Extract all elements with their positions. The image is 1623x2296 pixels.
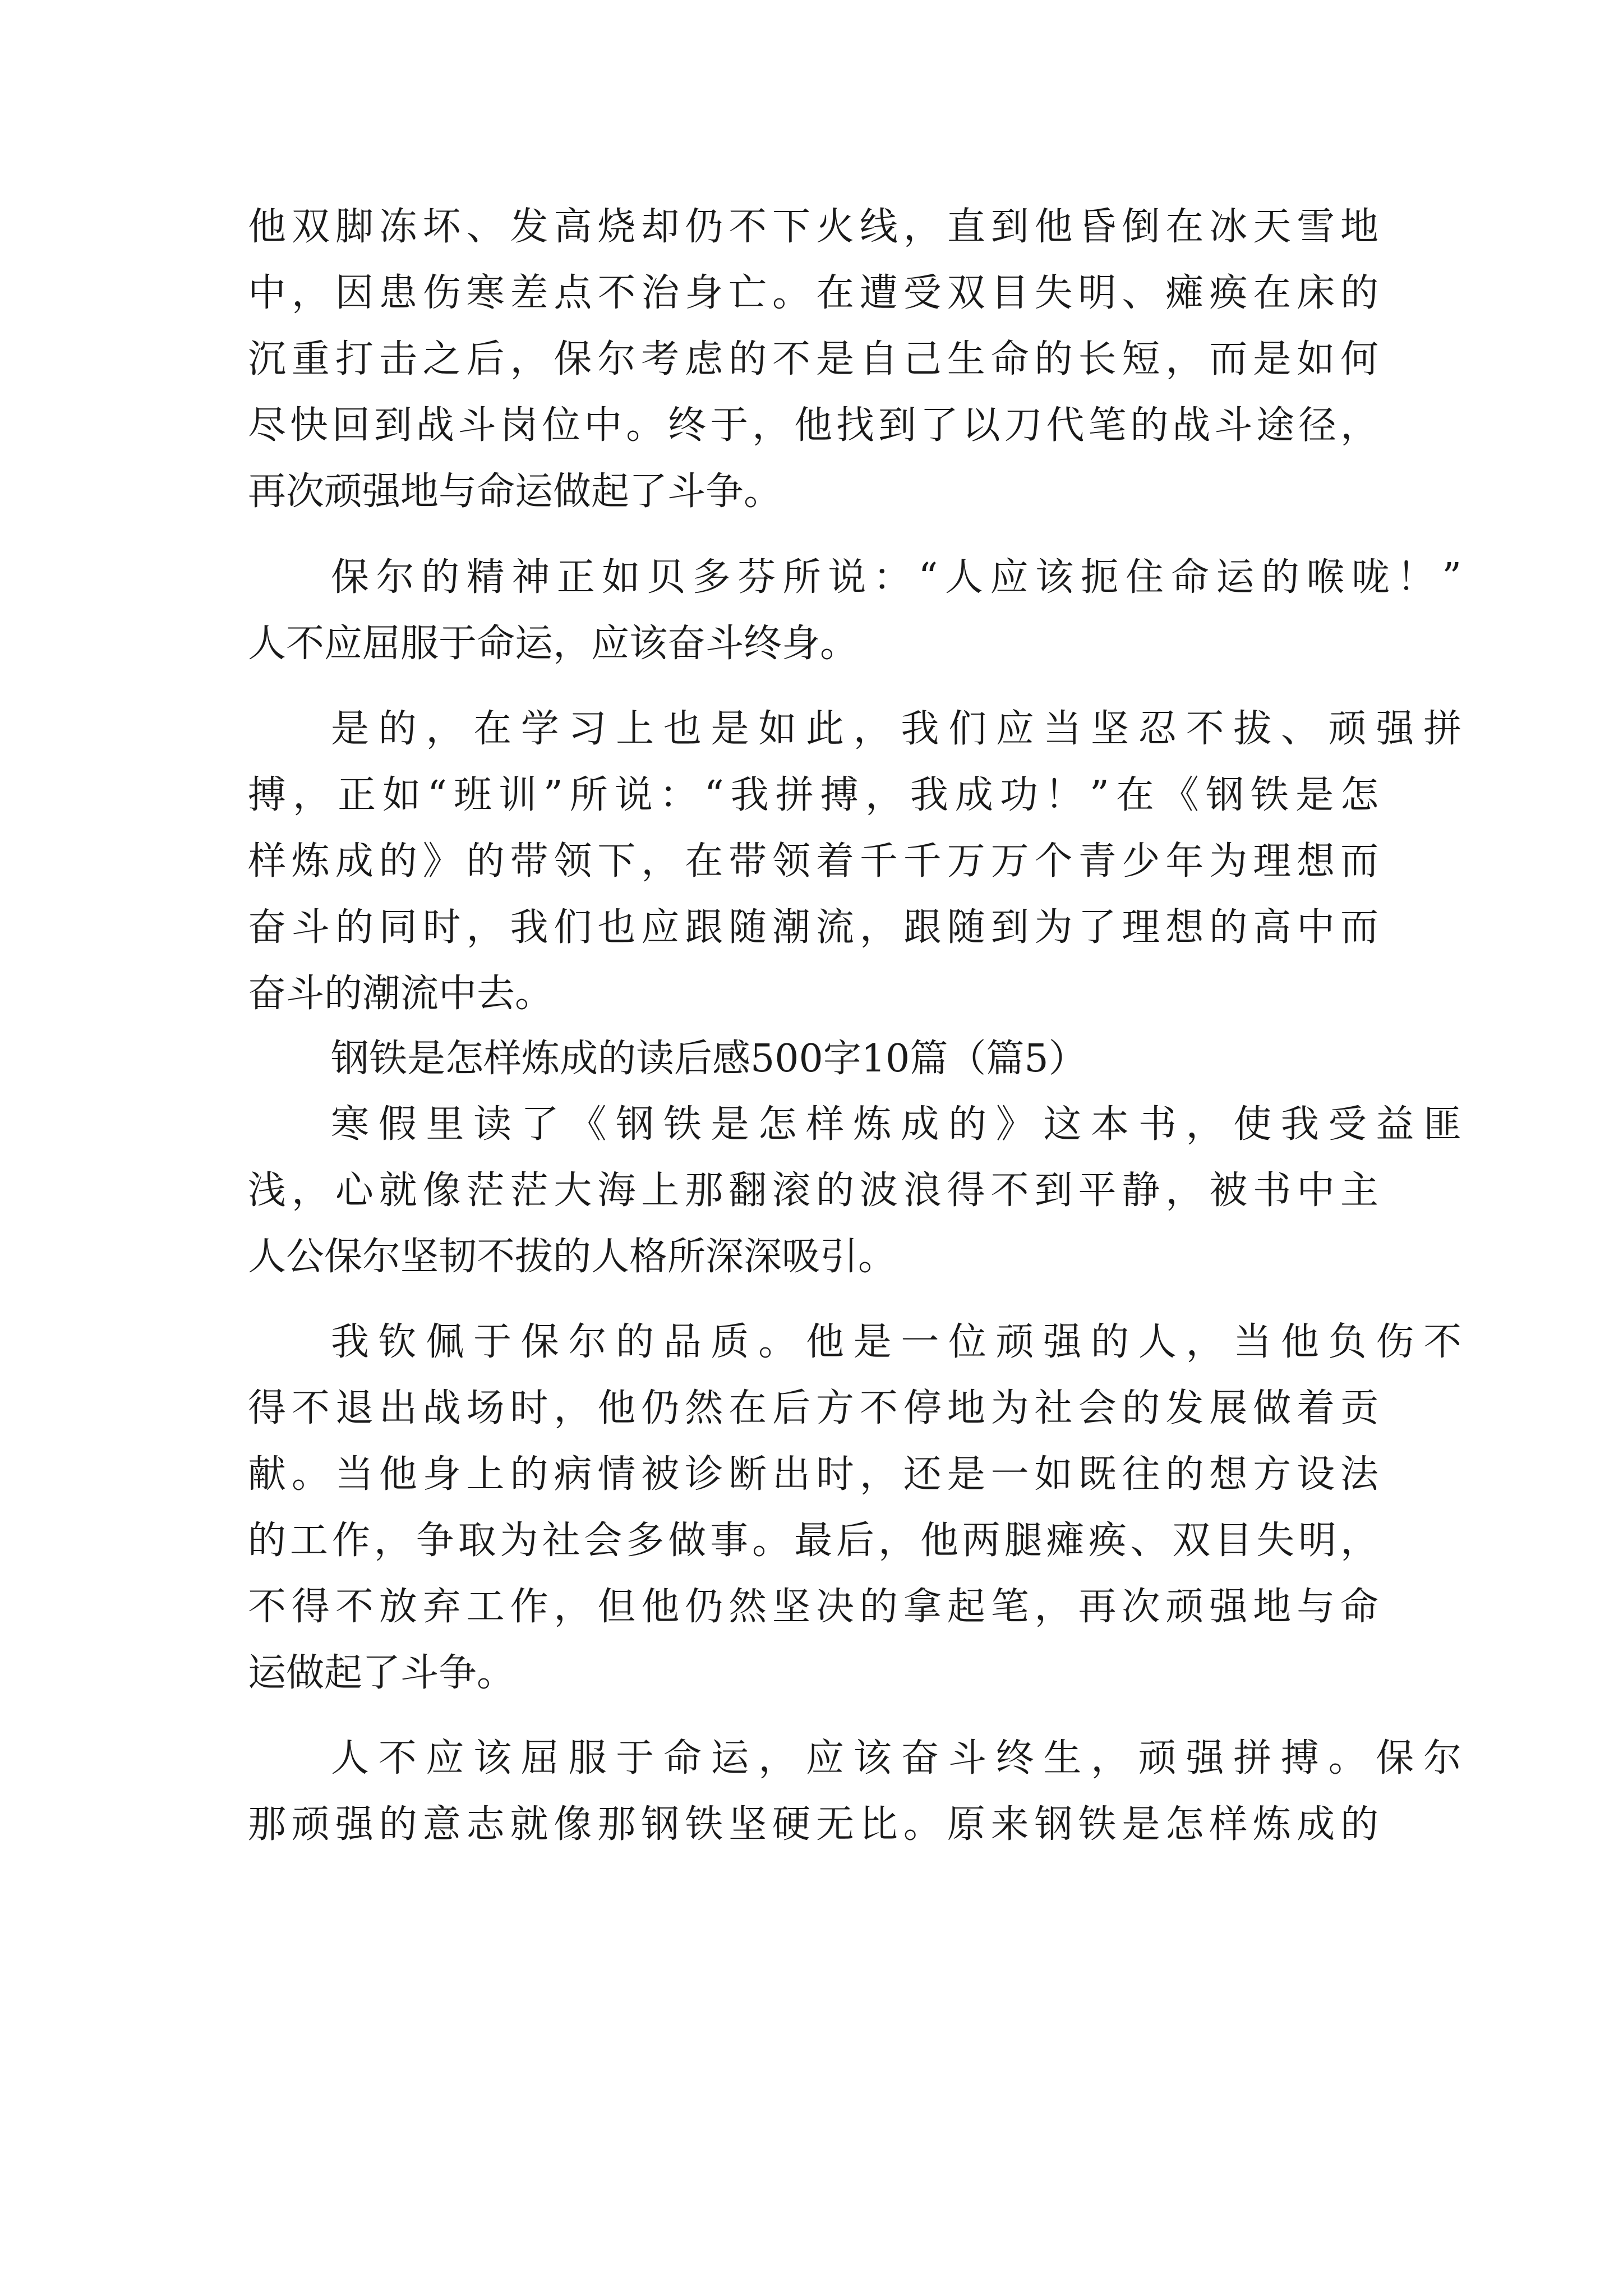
paragraph-first-line: 是的，在学习上也是如此，我们应当坚忍不拔、顽强拼 bbox=[331, 707, 1461, 751]
text-line: 尽快回到战斗岗位中。终于，他找到了以刀代笔的战斗途径， bbox=[248, 403, 1378, 448]
text-line: 沉重打击之后，保尔考虑的不是自己生命的长短，而是如何 bbox=[248, 337, 1378, 381]
paragraph-first-line: 保尔的精神正如贝多芬所说：“人应该扼住命运的喉咙！” bbox=[331, 555, 1461, 600]
text-line: 样炼成的》的带领下，在带领着千千万万个青少年为理想而 bbox=[248, 839, 1378, 884]
text-line: 人不应屈服于命运，应该奋斗终身。 bbox=[248, 622, 859, 666]
text-line: 运做起了斗争。 bbox=[248, 1651, 515, 1695]
text-line: 奋斗的潮流中去。 bbox=[248, 972, 554, 1016]
text-line: 浅，心就像茫茫大海上那翻滚的波浪得不到平静，被书中主 bbox=[248, 1168, 1378, 1213]
paragraph-first-line: 我钦佩于保尔的品质。他是一位顽强的人，当他负伤不 bbox=[331, 1320, 1461, 1364]
text-line: 中，因患伤寒差点不治身亡。在遭受双目失明、瘫痪在床的 bbox=[248, 271, 1378, 315]
text-line: 那顽强的意志就像那钢铁坚硬无比。原来钢铁是怎样炼成的 bbox=[248, 1802, 1378, 1847]
text-line: 搏，正如“班训”所说：“我拼搏，我成功！”在《钢铁是怎 bbox=[248, 773, 1378, 817]
text-line: 得不退出战场时，他仍然在后方不停地为社会的发展做着贡 bbox=[248, 1386, 1378, 1430]
section-heading: 钢铁是怎样炼成的读后感500字10篇（篇5） bbox=[331, 1037, 1087, 1081]
text-line: 奋斗的同时，我们也应跟随潮流，跟随到为了理想的高中而 bbox=[248, 905, 1378, 950]
text-line: 献。当他身上的病情被诊断出时，还是一如既往的想方设法 bbox=[248, 1452, 1378, 1497]
paragraph-first-line: 人不应该屈服于命运，应该奋斗终生，顽强拼搏。保尔 bbox=[331, 1736, 1461, 1780]
text-line: 再次顽强地与命运做起了斗争。 bbox=[248, 470, 782, 514]
text-line: 他双脚冻坏、发高烧却仍不下火线，直到他昏倒在冰天雪地 bbox=[248, 205, 1378, 249]
text-line: 的工作，争取为社会多做事。最后，他两腿瘫痪、双目失明， bbox=[248, 1519, 1378, 1563]
text-line: 不得不放弃工作，但他仍然坚决的拿起笔，再次顽强地与命 bbox=[248, 1585, 1378, 1629]
text-line: 人公保尔坚韧不拔的人格所深深吸引。 bbox=[248, 1235, 897, 1279]
paragraph-first-line: 寒假里读了《钢铁是怎样炼成的》这本书，使我受益匪 bbox=[331, 1102, 1461, 1147]
